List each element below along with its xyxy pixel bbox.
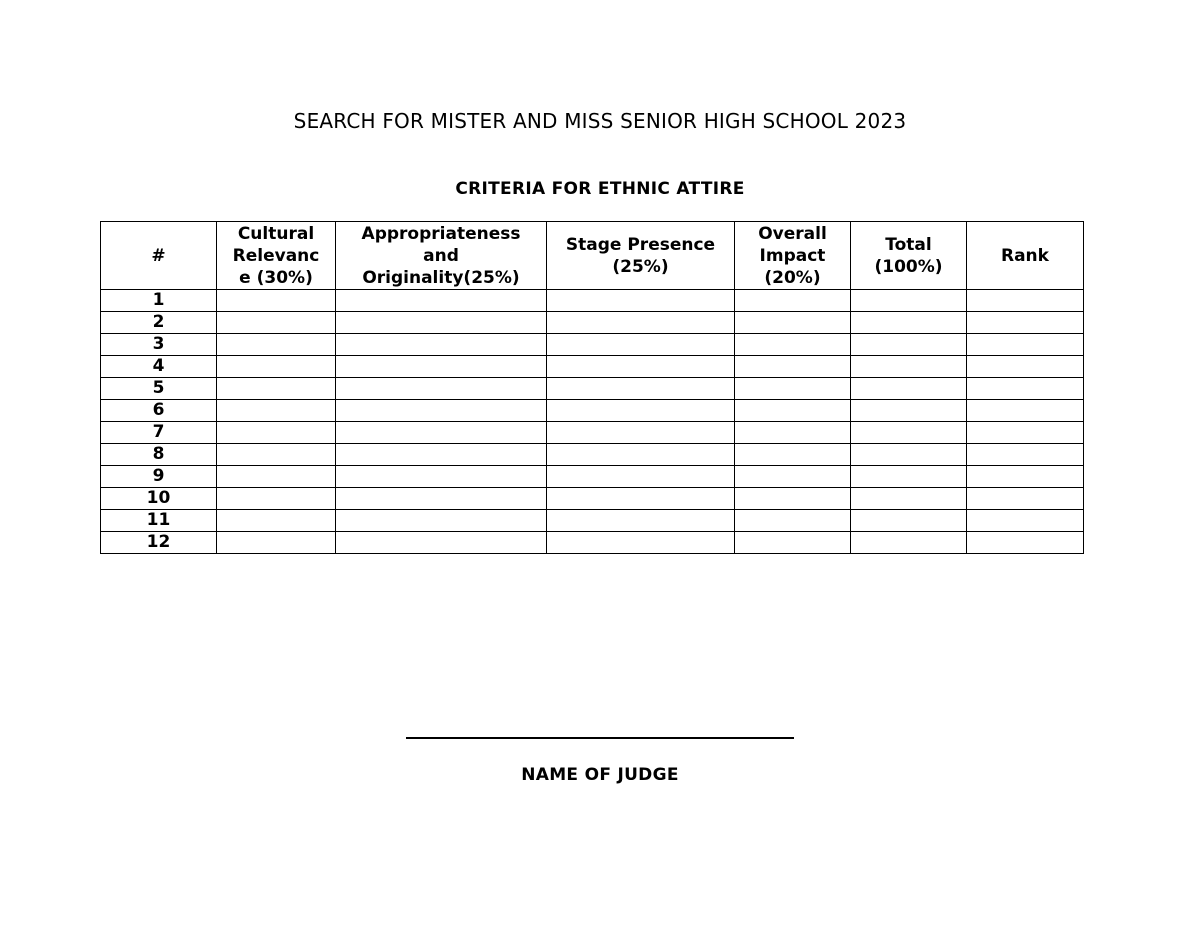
stage-presence-cell — [547, 466, 735, 488]
overall-impact-cell — [735, 400, 851, 422]
overall-impact-cell — [735, 356, 851, 378]
overall-impact-cell — [735, 488, 851, 510]
total-cell — [851, 510, 967, 532]
overall-impact-cell — [735, 334, 851, 356]
overall-impact-cell — [735, 312, 851, 334]
rank-cell — [967, 510, 1084, 532]
header-overall-impact — [735, 222, 851, 290]
contestant-number: 10 — [101, 488, 217, 510]
contestant-number: 7 — [101, 422, 217, 444]
header-line: Stage Presence — [565, 234, 716, 255]
document-title: SEARCH FOR MISTER AND MISS SENIOR HIGH SCHOOL 2023 — [293, 109, 907, 133]
judge-name-label: NAME OF JUDGE — [521, 765, 679, 785]
rank-cell — [967, 334, 1084, 356]
contestant-number: 6 — [101, 400, 217, 422]
rank-cell — [967, 290, 1084, 312]
header-line: Rank — [1001, 245, 1049, 266]
appropriateness-cell — [336, 312, 547, 334]
contestant-number: 11 — [101, 510, 217, 532]
stage-presence-cell — [547, 312, 735, 334]
cultural-relevance-cell — [217, 290, 336, 312]
total-cell — [851, 290, 967, 312]
overall-impact-cell — [735, 444, 851, 466]
table-row — [101, 378, 1084, 400]
header-line: Originality(25%) — [362, 267, 520, 288]
contestant-number: 2 — [101, 312, 217, 334]
total-cell — [851, 400, 967, 422]
table-row — [101, 312, 1084, 334]
appropriateness-cell — [336, 290, 547, 312]
header-cultural-relevance — [217, 222, 336, 290]
header-line: Cultural — [237, 223, 315, 244]
appropriateness-cell — [336, 510, 547, 532]
header-line: and — [423, 245, 459, 266]
cultural-relevance-cell — [217, 312, 336, 334]
total-cell — [851, 444, 967, 466]
header-line: Overall — [758, 223, 827, 244]
table-body — [101, 290, 1084, 554]
appropriateness-cell — [336, 378, 547, 400]
judge-signature-line — [406, 737, 794, 739]
table-row — [101, 290, 1084, 312]
cultural-relevance-cell — [217, 510, 336, 532]
appropriateness-cell — [336, 356, 547, 378]
overall-impact-cell — [735, 532, 851, 554]
cultural-relevance-cell — [217, 422, 336, 444]
header-rank — [967, 222, 1084, 290]
table-row — [101, 444, 1084, 466]
table-row — [101, 356, 1084, 378]
header-line: (25%) — [612, 256, 669, 277]
stage-presence-cell — [547, 356, 735, 378]
rank-cell — [967, 356, 1084, 378]
appropriateness-cell — [336, 422, 547, 444]
appropriateness-cell — [336, 400, 547, 422]
header-line: Relevanc — [232, 245, 320, 266]
cultural-relevance-cell — [217, 356, 336, 378]
total-cell — [851, 312, 967, 334]
table-row — [101, 400, 1084, 422]
stage-presence-cell — [547, 488, 735, 510]
rank-cell — [967, 488, 1084, 510]
rank-cell — [967, 422, 1084, 444]
header-stage-presence — [547, 222, 735, 290]
rank-cell — [967, 444, 1084, 466]
total-cell — [851, 532, 967, 554]
appropriateness-cell — [336, 466, 547, 488]
overall-impact-cell — [735, 466, 851, 488]
header-total — [851, 222, 967, 290]
contestant-number: 1 — [101, 290, 217, 312]
header-line: (100%) — [874, 256, 943, 277]
header-appropriateness-originality — [336, 222, 547, 290]
cultural-relevance-cell — [217, 488, 336, 510]
stage-presence-cell — [547, 378, 735, 400]
appropriateness-cell — [336, 488, 547, 510]
contestant-number: 3 — [101, 334, 217, 356]
appropriateness-cell — [336, 334, 547, 356]
header-line: e (30%) — [239, 267, 313, 288]
total-cell — [851, 422, 967, 444]
table-row — [101, 532, 1084, 554]
cultural-relevance-cell — [217, 444, 336, 466]
scoring-table — [100, 221, 1084, 554]
stage-presence-cell — [547, 400, 735, 422]
table-row — [101, 466, 1084, 488]
header-line: Appropriateness — [361, 223, 521, 244]
total-cell — [851, 378, 967, 400]
appropriateness-cell — [336, 532, 547, 554]
cultural-relevance-cell — [217, 378, 336, 400]
overall-impact-cell — [735, 290, 851, 312]
overall-impact-cell — [735, 422, 851, 444]
table-row — [101, 488, 1084, 510]
rank-cell — [967, 400, 1084, 422]
table-row — [101, 510, 1084, 532]
cultural-relevance-cell — [217, 532, 336, 554]
rank-cell — [967, 532, 1084, 554]
criteria-heading: CRITERIA FOR ETHNIC ATTIRE — [455, 179, 745, 199]
table-row — [101, 422, 1084, 444]
overall-impact-cell — [735, 378, 851, 400]
contestant-number: 5 — [101, 378, 217, 400]
stage-presence-cell — [547, 334, 735, 356]
stage-presence-cell — [547, 290, 735, 312]
header-line: Total — [885, 234, 932, 255]
contestant-number: 9 — [101, 466, 217, 488]
stage-presence-cell — [547, 444, 735, 466]
total-cell — [851, 356, 967, 378]
rank-cell — [967, 466, 1084, 488]
overall-impact-cell — [735, 510, 851, 532]
header-row — [101, 222, 1084, 290]
cultural-relevance-cell — [217, 466, 336, 488]
stage-presence-cell — [547, 510, 735, 532]
total-cell — [851, 488, 967, 510]
cultural-relevance-cell — [217, 334, 336, 356]
table-row — [101, 334, 1084, 356]
stage-presence-cell — [547, 422, 735, 444]
contestant-number: 8 — [101, 444, 217, 466]
header-line: Impact — [759, 245, 826, 266]
header-line: # — [151, 245, 166, 266]
total-cell — [851, 334, 967, 356]
stage-presence-cell — [547, 532, 735, 554]
total-cell — [851, 466, 967, 488]
contestant-number: 4 — [101, 356, 217, 378]
cultural-relevance-cell — [217, 400, 336, 422]
appropriateness-cell — [336, 444, 547, 466]
rank-cell — [967, 312, 1084, 334]
header-number — [101, 222, 217, 290]
rank-cell — [967, 378, 1084, 400]
contestant-number: 12 — [101, 532, 217, 554]
header-line: (20%) — [764, 267, 821, 288]
